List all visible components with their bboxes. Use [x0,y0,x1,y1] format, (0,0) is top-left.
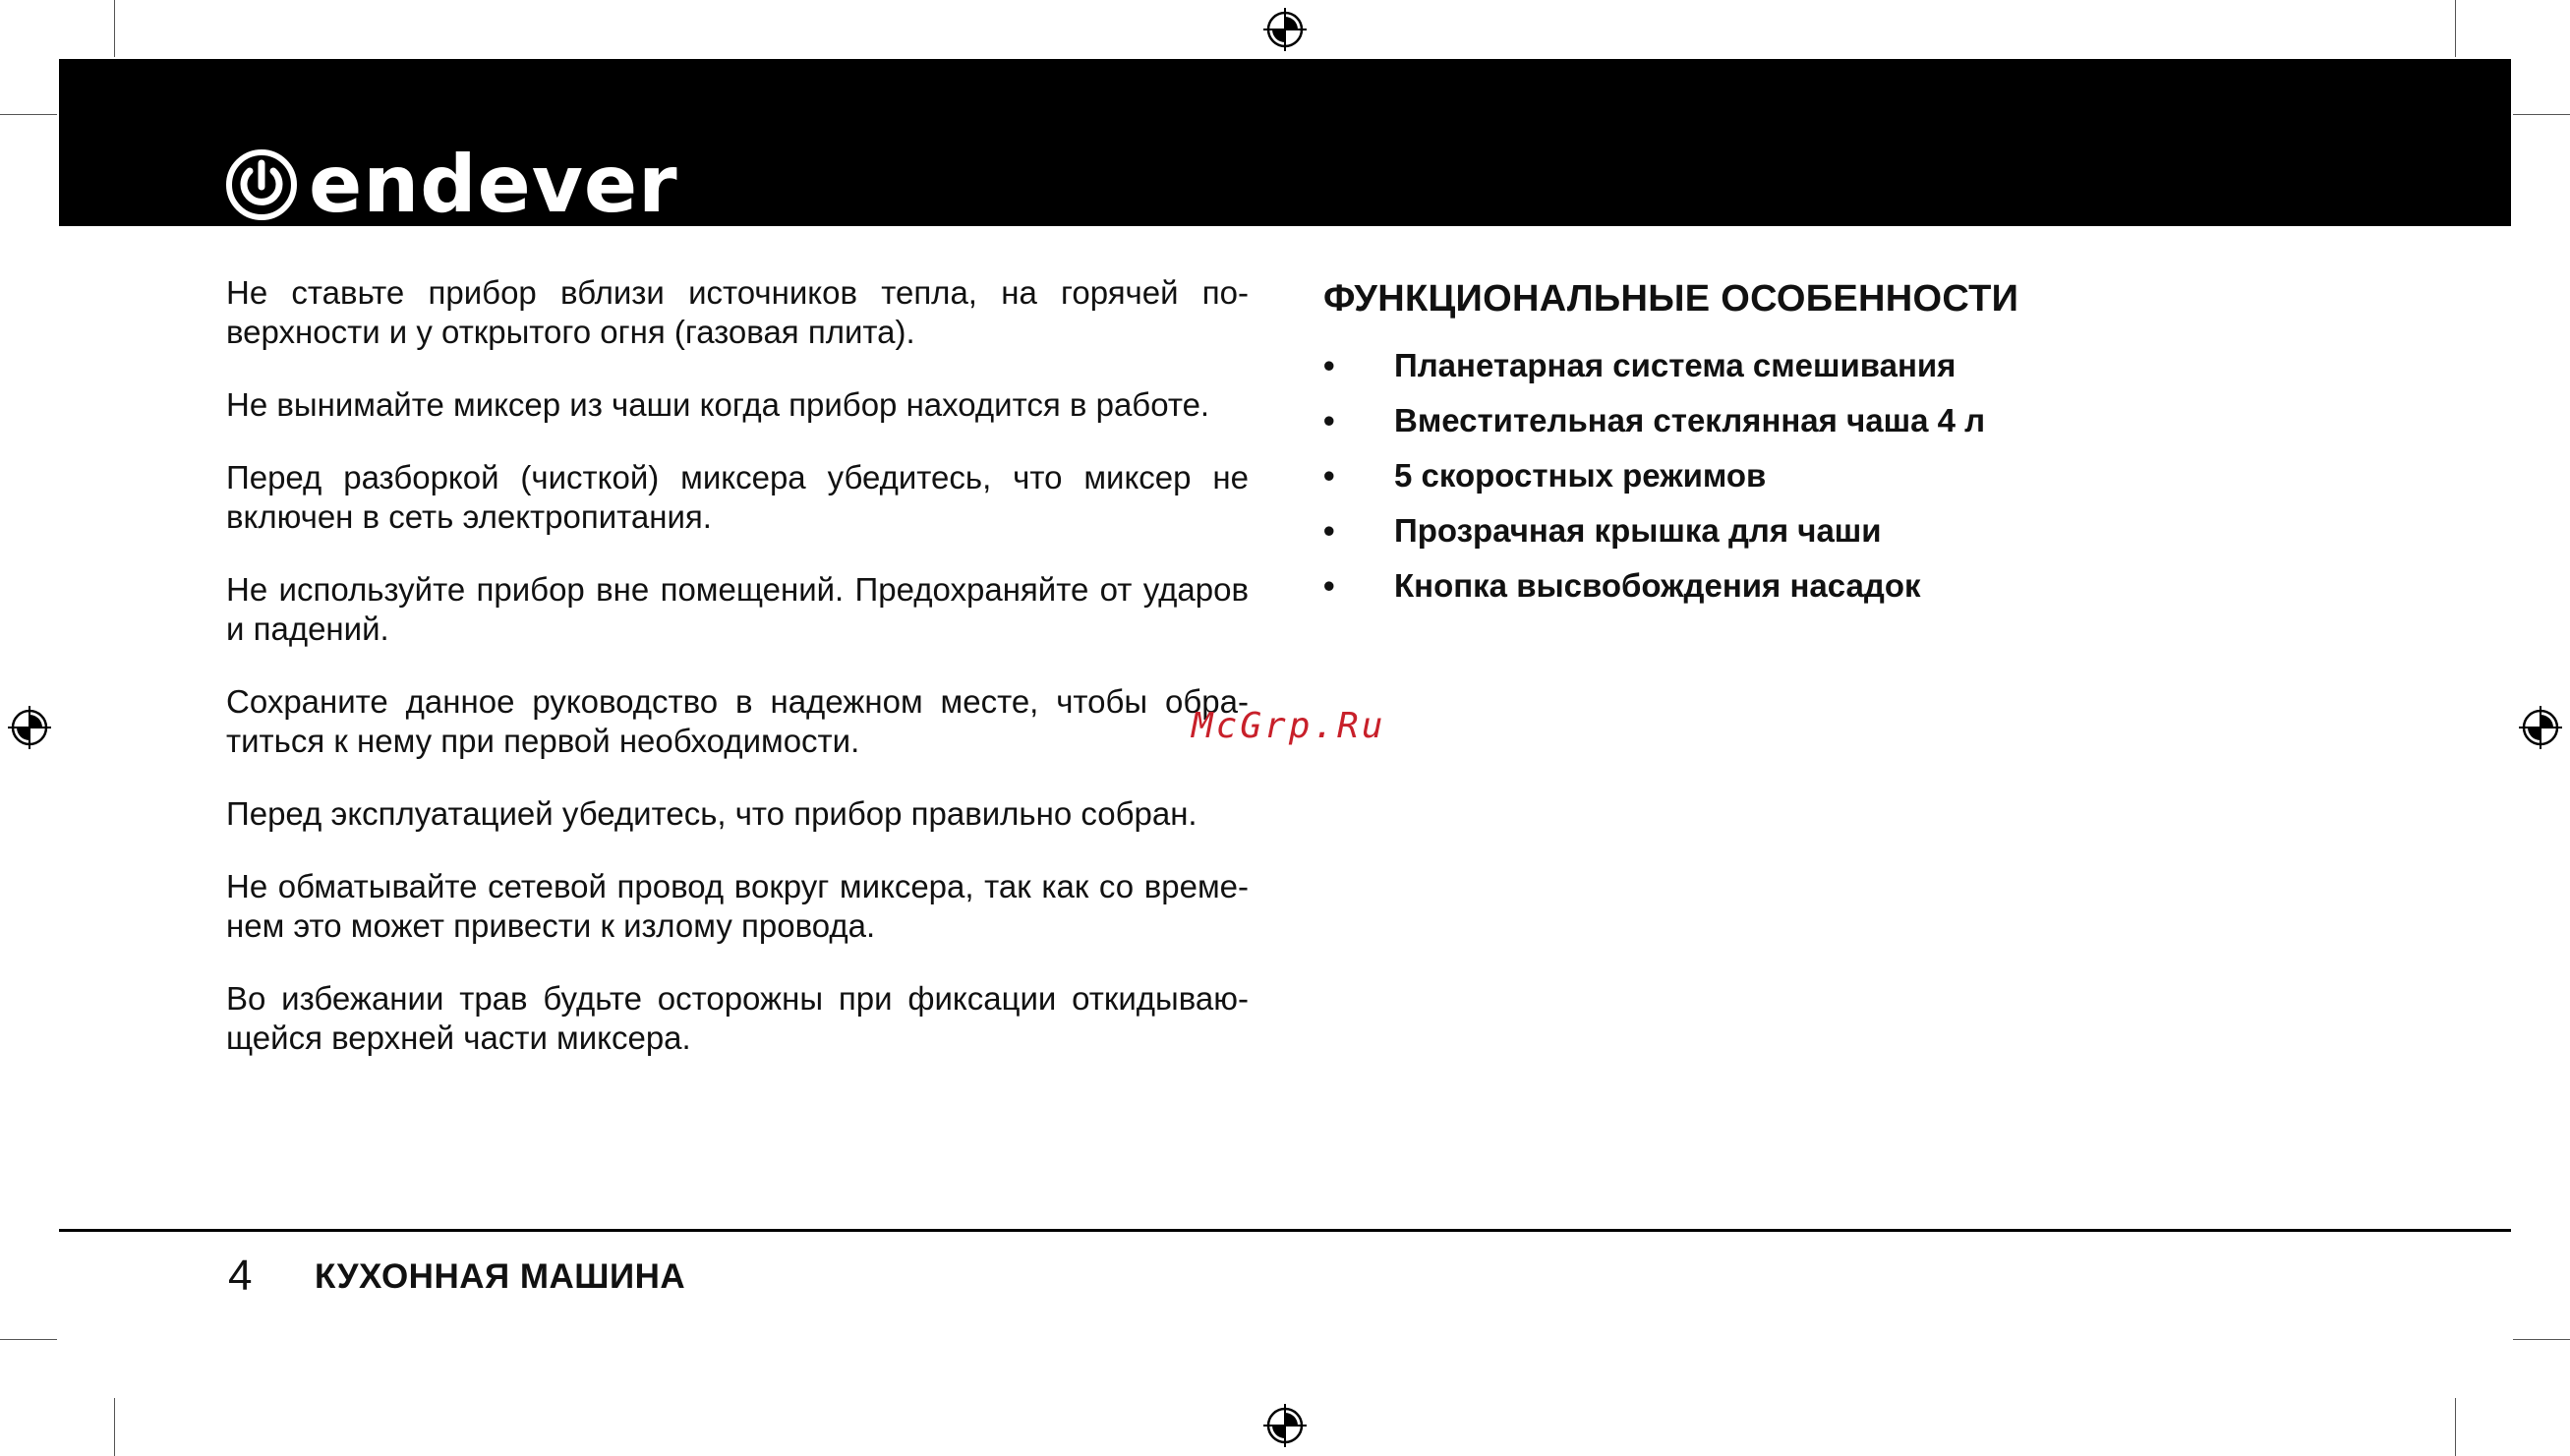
bullet: • [1323,347,1335,383]
crop-mark [2513,114,2570,115]
feature-text: Вместительная стеклянная чаша 4 л [1394,402,1986,438]
footer-divider [59,1229,2511,1232]
list-item [1323,393,2208,448]
bullet: • [1323,512,1335,549]
crop-mark [114,0,115,57]
safety-instructions [226,273,1249,1091]
bullet: • [1323,457,1335,494]
instruction-paragraph: Сохраните данное руководство в надежном месте, чтобы обра-титься к нему при первой необходимости. [226,683,1249,759]
instruction-paragraph: Не используйте прибор вне помещений. Предохраняйте от ударов и падений. [226,571,1249,647]
instruction-paragraph: Перед эксплуатацией убедитесь, что прибор правильно собран. [226,795,1197,832]
instruction-paragraph: Не вынимайте миксер из чаши когда прибор находится в работе. [226,386,1210,423]
crop-mark [0,114,57,115]
registration-mark-icon [1261,6,1309,53]
crop-mark [2455,1398,2456,1456]
features-section [1323,273,2208,613]
feature-text: Планетарная система смешивания [1394,347,1957,383]
feature-text: Прозрачная крышка для чаши [1394,512,1882,549]
list-item [1323,448,2208,503]
feature-text: Кнопка высвобождения насадок [1394,567,1921,604]
logo-wordmark: endever [309,139,678,230]
registration-mark-icon [1261,1402,1309,1449]
list-item [1323,503,2208,558]
bullet: • [1323,567,1335,604]
list-item [1323,338,2208,393]
crop-mark [0,1339,57,1340]
instruction-paragraph: Не обматывайте сетевой провод вокруг миксера, так как со време-нем это может привести к излому провода. [226,868,1249,944]
page-number: 4 [228,1252,253,1300]
footer-title: КУХОННАЯ МАШИНА [315,1257,686,1296]
bullet: • [1323,402,1335,438]
instruction-paragraph: Не ставьте прибор вблизи источников тепла, на горячей по-верхности и у открытого огня (газовая плита). [226,274,1249,350]
features-list [1323,338,2208,613]
crop-mark [2513,1339,2570,1340]
list-item [1323,558,2208,613]
brand-logo [224,139,678,230]
watermark: McGrp.Ru [1192,706,1386,746]
power-symbol-icon [224,147,299,222]
instruction-paragraph: Во избежании трав будьте осторожны при фиксации откидываю-щейся верхней части миксера. [226,980,1249,1056]
crop-mark [114,1398,115,1456]
crop-mark [2455,0,2456,57]
section-title: ФУНКЦИОНАЛЬНЫЕ ОСОБЕННОСТИ [1323,278,2019,320]
registration-mark-icon [6,704,53,751]
registration-mark-icon [2517,704,2564,751]
feature-text: 5 скоростных режимов [1394,457,1767,494]
instruction-paragraph: Перед разборкой (чисткой) миксера убедитесь, что миксер не включен в сеть электропитания. [226,459,1249,535]
